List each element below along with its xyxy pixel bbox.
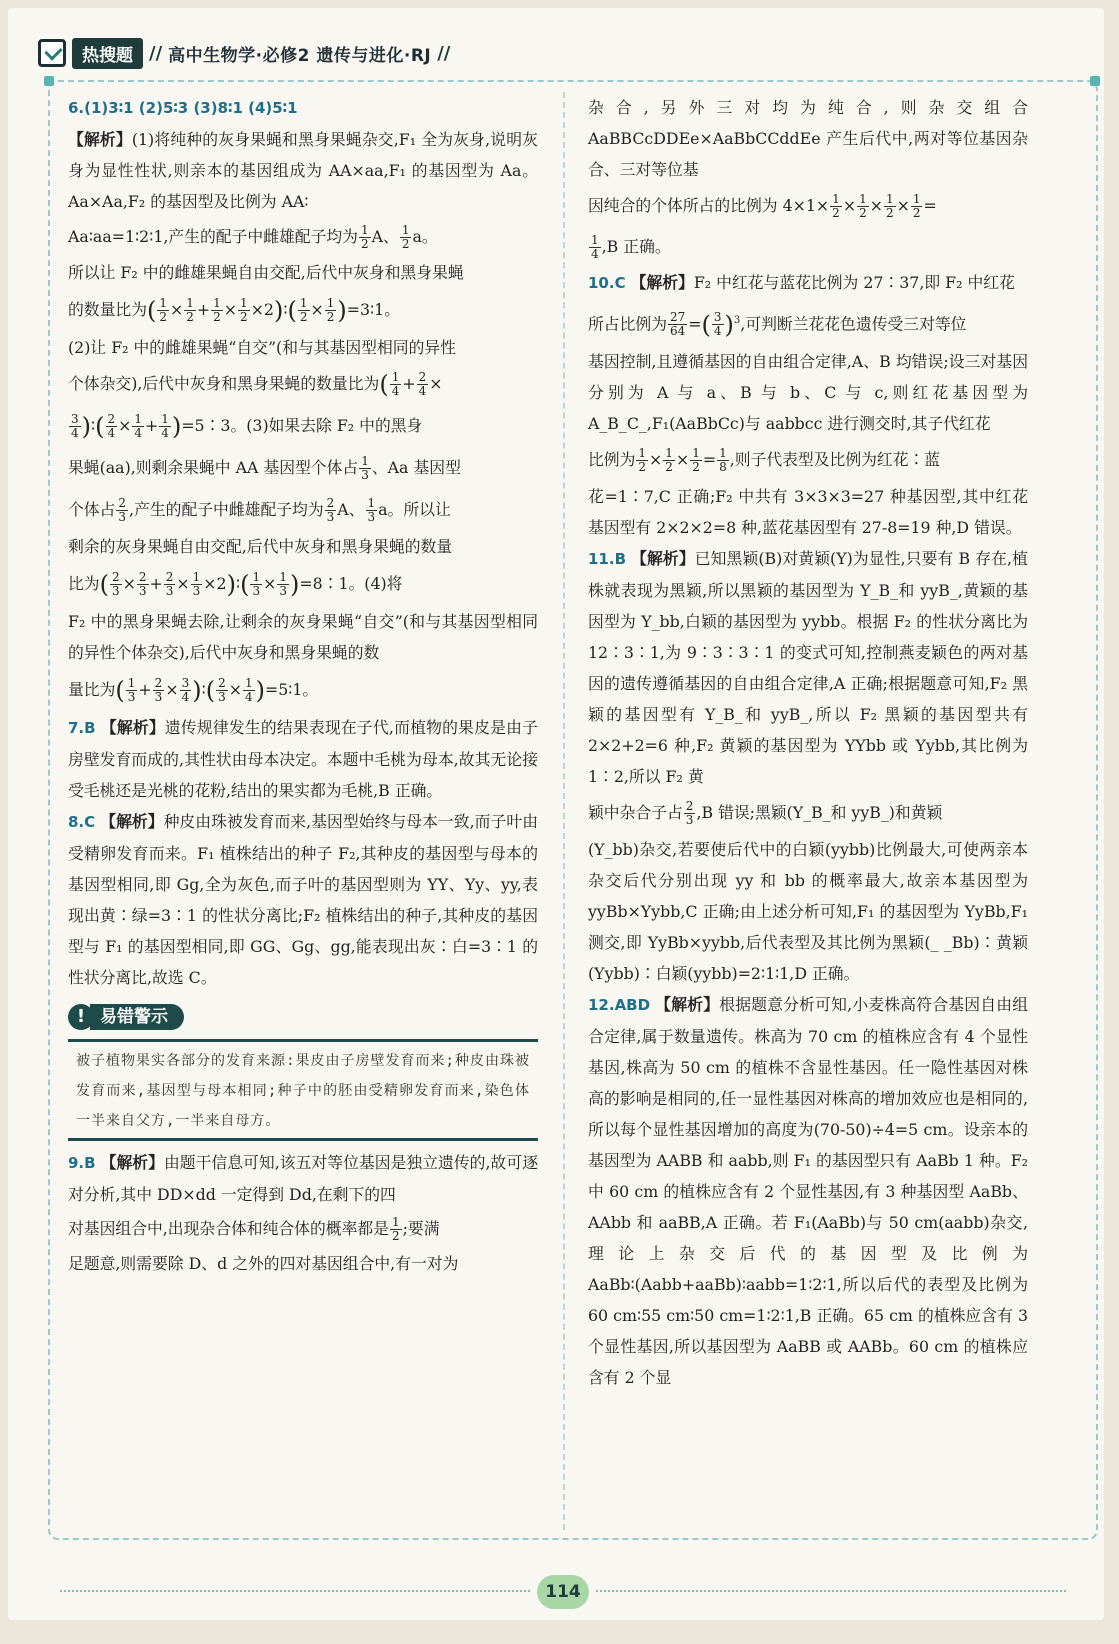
- question-11: [588, 543, 1028, 989]
- warning-label: 易错警示: [90, 1004, 184, 1030]
- q11-answer: B: [614, 550, 627, 569]
- q9c-line3b: ,B 正确。: [601, 237, 671, 256]
- frac-1-2: $\frac{1}{2}$: [159, 296, 168, 324]
- frac-1-3: $\frac{1}{3}$: [367, 496, 376, 524]
- frac-1-2: $\frac{1}{2}$: [401, 223, 410, 251]
- q8-answer: C: [84, 813, 96, 831]
- frame-corner-tr: [1090, 76, 1100, 86]
- q6-line12: F₂ 中的黑身果蝇去除,让剩余的灰身果蝇“自交”(和与其基因型相同的异性个体杂交),后代中灰身和黑身果蝇的数: [68, 612, 538, 662]
- frac-1-8: $\frac{1}{8}$: [719, 446, 727, 475]
- frac-2-3: $\frac{2}{3}$: [218, 676, 226, 704]
- q8-tag: 【解析】: [100, 812, 164, 831]
- frac-1-4: $\frac{1}{4}$: [391, 370, 400, 398]
- q10-line5: 花=1∶7,C 正确;F₂ 中共有 3×3×3=27 种基因型,其中红花基因型有 2×2×2=8 种,蓝花基因型有 27-8=19 种,D 错误。: [588, 487, 1028, 538]
- q9-tag: 【解析】: [100, 1153, 164, 1172]
- q11-line1: 已知黑颖(B)对黄颖(Y)为显性,只要有 B 存在,植株就表现为黑颖,所以黑颖的基因型为 Y_B_和 yyB_,黄颖的基因型为 Y_bb,白颖的基因型为 yybb。根据 F₂ 的性状分离比为 12∶3∶1,为 9∶3∶3∶1 的变式可知,控制燕麦颖色的两对基因的遗传遵循基因的自由组合定律,A 正确;根据题意可知,F₂ 黑颖的基因型有 Y_B_和 yyB_,所以 F₂ 黑颖的基因型共有 2×2+2=6 种,F₂ 黄颖的基因型为 YYbb 或 Yybb,其比例为 1∶2,所以 F₂ 黄: [588, 549, 1028, 787]
- q10-tag: 【解析】: [630, 273, 694, 292]
- frac-1-2: $\frac{1}{2}$: [665, 446, 673, 475]
- q6-line5: (2)让 F₂ 中的雌雄果蝇“自交”(和与其基因型相同的异性: [68, 338, 456, 357]
- frac-1-2: $\frac{1}{2}$: [885, 192, 894, 220]
- q6-line9d: a。所以让: [378, 500, 451, 519]
- q6-line3: 所以让 F₂ 中的雌雄果蝇自由交配,后代中灰身和黑身果蝇: [68, 263, 464, 282]
- q9-line2a: 对基因组合中,出现杂合体和纯合体的概率都是: [68, 1219, 389, 1238]
- warning-box: 被子植物果实各部分的发育来源:果皮由子房壁发育而来;种皮由珠被发育而来,基因型与母本相同;种子中的胚由受精卵发育而来,染色体一半来自父方,一半来自母方。: [68, 1039, 538, 1141]
- frac-27-64: $\frac{27}{64}$: [670, 310, 686, 339]
- q12-answer: ABD: [614, 996, 651, 1015]
- frac-1-4: $\frac{1}{4}$: [134, 412, 143, 440]
- warning-header: [68, 1001, 538, 1033]
- frac-1-2: $\frac{1}{2}$: [912, 192, 921, 220]
- q10-line3: 基因控制,且遵循基因的自由组合定律,A、B 均错误;设三对基因分别为 A 与 a、B 与 b、C 与 c,则红花基因型为 A_B_C_,F₁(AaBbCc)与 aabbcc 进行测交时,其子代红花: [588, 352, 1028, 434]
- q7-number: 7.: [68, 719, 85, 737]
- frac-1-2: $\frac{1}{2}$: [859, 192, 867, 220]
- q6-line9a: 个体占: [68, 500, 116, 519]
- frac-2-3: $\frac{2}{3}$: [685, 799, 694, 828]
- q6-line2b: A、: [371, 227, 399, 246]
- frac-1-2: $\frac{1}{2}$: [360, 223, 369, 251]
- frac-2-4: $\frac{2}{4}$: [107, 412, 116, 440]
- q11-line2b: ,B 错误;黑颖(Y_B_和 yyB_)和黄颖: [696, 803, 943, 823]
- footer-dots-left: [60, 1590, 530, 1594]
- q12-number: 12.: [588, 996, 615, 1015]
- q6-line1: (1)将纯种的灰身果蝇和黑身果蝇杂交,F₁ 全为灰身,说明灰身为显性性状,则亲本的基因组成为 AA×aa,F₁ 的基因型为 Aa。Aa×Aa,F₂ 的基因型及比例为 AA∶: [68, 130, 538, 211]
- q9-line3: 足题意,则需要除 D、d 之外的四对基因组合中,有一对为: [68, 1254, 459, 1273]
- frac-1-2: $\frac{1}{2}$: [692, 446, 700, 475]
- frac-1-3: $\frac{1}{3}$: [279, 570, 287, 598]
- q10-number: 10.: [588, 274, 615, 292]
- header-slashes-end: //: [437, 42, 451, 64]
- q6-line6a: 个体杂交),后代中灰身和黑身果蝇的数量比为: [68, 374, 380, 393]
- frac-2-4: $\frac{2}{4}$: [418, 370, 427, 398]
- q10-line4a: 比例为: [588, 450, 636, 470]
- question-12: [588, 989, 1028, 1393]
- frac-2-3: $\frac{2}{3}$: [118, 496, 127, 524]
- q6-answer: (1)3∶1 (2)5∶3 (3)8∶1 (4)5∶1: [84, 99, 298, 117]
- q6-line4a: 的数量比为: [68, 300, 147, 319]
- q9-line2b: ;要满: [402, 1219, 440, 1238]
- q7-text: 遗传规律发生的结果表现在子代,而植物的果皮是由子房壁发育而成的,其性状由母本决定。本题中毛桃为母本,故其无论接受毛桃还是光桃的花粉,结出的果实都为毛桃,B 正确。: [68, 718, 538, 800]
- brand-label: 热搜题: [72, 38, 143, 69]
- q11-line2a: 颖中杂合子占: [588, 803, 683, 823]
- q6-number: 6.: [68, 99, 85, 117]
- frame-corner-tl: [44, 76, 54, 86]
- q12-text: 根据题意分析可知,小麦株高符合基因自由组合定律,属于数量遗传。株高为 70 cm 的植株应含有 4 个显性基因,株高为 50 cm 的植株不含显性基因。任一隐性基因对株高的影响是相同的,任一显性基因对株高的增加效应也是相同的,所以每个显性基因增加的高度为(70-50)÷4=5 cm。设亲本的基因型为 AABB 和 aabb,则 F₁ 的基因型只有 AaBb 1 种。F₂ 中 60 cm 的植株应含有 2 个显性基因,有 3 种基因型 AaBb、AAbb 和 aaBB,A 正确。若 F₁(AaBb)与 50 cm(aabb)杂交,理论上杂交后代的基因型及比例为 AaBb∶(Aabb+aaBb)∶aabb=1∶2∶1,所以后代的表型及比例为 60 cm∶55 cm∶50 cm=1∶2∶1,B 正确。65 cm 的植株应含有 3 个显性基因,所以基因型为 AaBB 或 AABb。60 cm 的植株应含有 2 个显: [588, 995, 1028, 1388]
- left-column: [68, 92, 538, 1279]
- book-title: 高中生物学·必修2 遗传与进化·RJ: [168, 45, 432, 66]
- q6-line2a: Aa∶aa=1∶2∶1,产生的配子中雌雄配子均为: [68, 227, 358, 246]
- q6-line2c: a。: [412, 227, 438, 246]
- q9c-line2a: 因纯合的个体所占的比例为 4×1×: [588, 196, 830, 215]
- page-header: [38, 36, 456, 70]
- page-number: 114: [537, 1575, 589, 1609]
- q8-number: 8.: [68, 813, 85, 831]
- q9-number: 9.: [68, 1154, 85, 1172]
- frac-1-3: $\frac{1}{3}$: [127, 676, 136, 704]
- right-column: [588, 92, 1028, 1393]
- frac-1-2: $\frac{1}{2}$: [213, 296, 221, 324]
- footer-dots-right: [596, 1590, 1066, 1594]
- q11-tag: 【解析】: [631, 549, 695, 569]
- frac-1-3: $\frac{1}{3}$: [361, 454, 369, 482]
- q6-line7a: =5∶3。(3)如果去除 F₂ 中的黑身: [181, 416, 423, 435]
- q11-number: 11.: [588, 550, 615, 569]
- header-slashes: //: [149, 42, 163, 64]
- q7-answer: B: [84, 719, 96, 737]
- cube-exponent: 3: [733, 315, 741, 326]
- q8-text: 种皮由珠被发育而来,基因型始终与母本一致,而子叶由受精卵发育而来。F₁ 植株结出的种子 F₂,其种皮的基因型与母本的基因型相同,即 Gg,全为灰色,而子叶的基因型则为 YY、Yy、yy,表现出黄∶绿=3∶1 的性状分离比;F₂ 植株结出的种子,其种皮的基因型与 F₁ 的基因型相同,即 GG、Gg、gg,能表现出灰∶白=3∶1 的性状分离比,故选 C。: [68, 812, 538, 987]
- frac-2-3: $\frac{2}{3}$: [111, 570, 120, 598]
- q6-tag: 【解析】: [68, 130, 132, 149]
- q9-line1: 由题干信息可知,该五对等位基因是独立遗传的,故可逐对分析,其中 DD×dd 一定得到 Dd,在剩下的四: [68, 1153, 538, 1204]
- q6-line11a: 比为: [68, 574, 100, 593]
- frac-1-3: $\frac{1}{3}$: [252, 570, 261, 598]
- frac-1-2: $\frac{1}{2}$: [391, 1215, 400, 1243]
- q9c-line1: 杂合,另外三对均为纯合,则杂交组合 AaBBCcDDEe×AaBbCCddEe 产生后代中,两对等位基因杂合、三对等位基: [588, 98, 1028, 179]
- q10-line2b: ,可判断兰花花色遗传受三对等位: [740, 314, 967, 334]
- q6-line13a: 量比为: [68, 680, 116, 699]
- frac-3-4: $\frac{3}{4}$: [71, 412, 79, 440]
- frac-1-2: $\frac{1}{2}$: [832, 192, 840, 220]
- q10-line1: F₂ 中红花与蓝花比例为 27∶37,即 F₂ 中红花: [693, 273, 1015, 292]
- checkmark-book-icon: [38, 39, 66, 67]
- question-7: [68, 712, 538, 806]
- q6-line4b: =3∶1。: [346, 300, 401, 319]
- frac-3-4: $\frac{3}{4}$: [181, 676, 190, 704]
- q6-line8a: 果蝇(aa),则剩余果蝇中 AA 基因型个体占: [68, 458, 359, 477]
- q10-answer: C: [614, 274, 626, 292]
- q12-tag: 【解析】: [655, 995, 720, 1015]
- frac-2-3: $\frac{2}{3}$: [165, 570, 174, 598]
- frac-1-2: $\frac{1}{2}$: [240, 296, 248, 324]
- question-8: [68, 806, 538, 993]
- column-divider: [563, 92, 565, 1530]
- warning-icon: !: [68, 1004, 94, 1030]
- frac-2-3: $\frac{2}{3}$: [138, 570, 147, 598]
- question-6: 6.(1)3∶1 (2)5∶3 (3)8∶1 (4)5∶1 【解析】(1)将纯种的灰身果蝇和黑身果蝇杂交,F₁ 全为灰身,说明灰身为显性性状,则亲本的基因组成为 AA×aa,F₁ 的基因型为 Aa。Aa×Aa,F₂ 的基因型及比例为 AA∶ Aa∶aa=1∶2∶1,产生的配子中雌雄配子均为 $\frac{1}{2}$ A、 $\frac{1}{2}$ a。 所以让 F₂ 中的雌雄果蝇自由交配,后代中灰身和黑身果蝇 的数量比为( $\frac{1}{2}$ × $\frac{1}{2}$ + $\frac{1}{2}$ × $\frac{1}{2}$ ×2)∶( $\frac{1}{2}$ × $\frac{1}{2}$ )=3∶1。 (2)让 F₂ 中的雌雄果蝇“自交”(和与其基因型相同的异性 个体杂交),后代中灰身和黑身果蝇的数量比为( $\frac{1}{4}$ + $\frac{2}{4}$ × $\frac{3}{4}$ )∶( $\frac{2}{4}$ × $\frac{1}{4}$ + $\frac{1}{4}$ )=5∶3。(3)如果去除 F₂ 中的黑身 果蝇(aa),则剩余果蝇中 AA 基因型个体占 $\frac{1}{3}$ 、Aa 基因型 个体占 $\frac{2}{3}$ ,产生的配子中雌雄配子均为 $\frac{2}{3}$ A、 $\frac{1}{3}$ a。所以让 剩余的灰身果蝇自由交配,后代中灰身和黑身果蝇的数量 比为( $\frac{2}{3}$ × $\frac{2}{3}$ + $\frac{2}{3}$ × $\frac{1}{3}$ ×2)∶( $\frac{1}{3}$ × $\frac{1}{3}$ )=8∶1。(4)将 F₂ 中的黑身果蝇去除,让剩余的灰身果蝇“自交”(和与其基因型相同的异性个体杂交),后代中灰身和黑身果蝇的数 量比为( $\frac{1}{3}$ + $\frac{2}{3}$ × $\frac{3}{4}$ )∶( $\frac{2}{3}$ × $\frac{1}{4}$ )=5∶1。: [68, 99, 538, 705]
- frac-1-2: $\frac{1}{2}$: [299, 296, 308, 324]
- question-9-continued: 杂合,另外三对均为纯合,则杂交组合 AaBBCcDDEe×AaBbCCddEe 产生后代中,两对等位基因杂合、三对等位基 因纯合的个体所占的比例为 4×1× $\frac{1}{2}$ × $\frac{1}{2}$ × $\frac{1}{2}$ × $\frac{1}{2}$ = $\frac{1}{4}$ ,B 正确。: [588, 98, 1028, 261]
- frac-1-4: $\frac{1}{4}$: [161, 412, 169, 440]
- q10-line2a: 所占比例为: [588, 314, 667, 334]
- frac-1-4: $\frac{1}{4}$: [244, 676, 253, 704]
- q9-answer: B: [84, 1154, 96, 1172]
- frac-1-4: $\frac{1}{4}$: [591, 233, 599, 261]
- question-10: 10.C 【解析】F₂ 中红花与蓝花比例为 27∶37,即 F₂ 中红花 所占比例为 $\frac{27}{64}$ =( $\frac{3}{4}$ )$^3$,可判断兰花花色遗传受三对等位 基因控制,且遵循基因的自由组合定律,A、B 均错误;设三对基因分别为 A 与 a、B 与 b、C 与 c,则红花基因型为 A_B_C_,F₁(AaBbCc)与 aabbcc 进行测交时,其子代红花 比例为 $\frac{1}{2}$ × $\frac{1}{2}$ × $\frac{1}{2}$ = $\frac{1}{8}$ ,则子代表型及比例为红花∶蓝 花=1∶7,C 正确;F₂ 中共有 3×3×3=27 种基因型,其中红花基因型有 2×2×2=8 种,蓝花基因型有 27-8=19 种,D 错误。: [588, 273, 1028, 538]
- frac-2-3: $\frac{2}{3}$: [154, 676, 163, 704]
- frac-2-3: $\frac{2}{3}$: [326, 496, 335, 524]
- q6-line13b: =5∶1。: [264, 680, 319, 699]
- q6-line11b: =8∶1。(4)将: [299, 574, 403, 593]
- frac-1-2: $\frac{1}{2}$: [638, 446, 647, 475]
- q7-tag: 【解析】: [100, 718, 165, 737]
- frac-3-4: $\frac{3}{4}$: [713, 310, 722, 339]
- q6-line8b: 、Aa 基因型: [371, 458, 461, 477]
- q10-line4b: ,则子代表型及比例为红花∶蓝: [729, 450, 941, 470]
- q11-line3: (Y_bb)杂交,若要使后代中的白颖(yybb)比例最大,可使两亲本杂交后代分别出现 yy 和 bb 的概率最大,故亲本基因型为 yyBb×Yybb,C 正确;由上述分析可知,F₁ 的基因型为 YyBb,F₁ 测交,即 YyBb×yybb,后代表型及其比例为黑颖(_ _Bb)∶黄颖(Yybb)∶白颖(yybb)=2∶1∶1,D 正确。: [588, 840, 1028, 984]
- frac-1-2: $\frac{1}{2}$: [186, 296, 194, 324]
- q6-line10: 剩余的灰身果蝇自由交配,后代中灰身和黑身果蝇的数量: [68, 537, 453, 556]
- frac-1-2: $\frac{1}{2}$: [326, 296, 335, 324]
- q6-line9c: A、: [337, 500, 365, 519]
- q6-line9b: ,产生的配子中雌雄配子均为: [129, 500, 324, 519]
- frac-1-3: $\frac{1}{3}$: [192, 570, 201, 598]
- question-9: [68, 1147, 538, 1279]
